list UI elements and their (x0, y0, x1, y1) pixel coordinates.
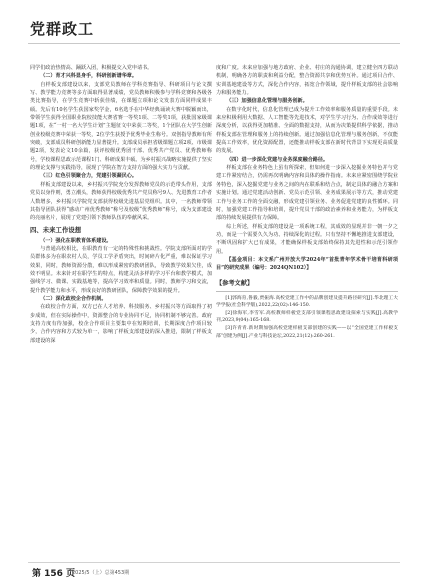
paragraph: 同学们政治热情高、踊跃入团，积极提交入党申请书。 (30, 65, 153, 71)
paragraph: 综上所述，样板支部的建设是一项系统工程，其成效的显现并非一朝一夕之功，而是一个需要久久为功、持续深化的过程。只有坚持不懈地推进支部建设，不断巩固和扩大已有成果，才能确保样板支部始终保持其先进性和示范引领作用。 (216, 223, 398, 255)
issue-info: 2025/5（上）总第453期 (72, 570, 130, 576)
references-divider (216, 291, 398, 292)
section-heading: 四、未来工作设想 (30, 225, 82, 234)
paragraph: 在数字化时代，信息化管理已成为提升工作效率和服务质量的重要手段。未来应积极利用大数据、人工智能等先进技术，对学生学习行为、合作成效等进行深度分析，以获得更加精准、全面的数据支持，从而为决策提供科学依据，推动样板支部在管理和服务上的持续创新。通过加强信息化管理与服务创新，不仅能提高工作效率，优化资源配置，还能推动样板支部在新时代背景下实现更高质量的发展。 (216, 106, 398, 155)
reference-item: [3]许青青.新时期加强高校党建样板支部创建的实践——以“全国党建工作样板支部”创建为例[J].产业与科技论坛,2022,21(12):260-261. (216, 325, 398, 339)
reference-item: [1]郭海育,鲁毅,贾振海.高校党建工作中的品牌创建及提升路径研究[J].华北理工大学学报(社会科学版),2022,22(02):146-150. (216, 295, 398, 309)
page-header (0, 0, 427, 52)
paragraph: 度和广度。未来应加强与地方政府、企业、村庄的沟通协调，建立健全四方联动机制，明确各方的职责和利益分配，整合资源共享和优势互补。通过项目合作、实训基地建设等方式，深化合作内容，拓宽合作领域，提升样板支部的社会影响力和服务能力。 (216, 65, 398, 97)
subheading: （三）加强信息化管理与服务创新。 (226, 98, 308, 105)
subheading: （一）强化在职教育体系建设。 (40, 237, 112, 244)
header-divider (28, 43, 400, 44)
paragraph: 样板支部在业务特色上虽有所探索，但如何进一步深入挖掘业务特色并与党建工作紧密结合，仍需再次明确内容和具体的操作指南。未来应紧密围绕学院业务特色，深入挖掘党建与业务之间的内在联系和结合点，制定具体的融合方案和实施计划。通过党建活动创新、党员示范引领、业务成果展示等方式，推动党建工作与业务工作的全面交融，形成党建引领业务、业务促进党建的良性循环。同时，加强党建工作指导和培训，提升党员干部的政治素养和业务能力，为样板支部的持续发展提供有力保障。 (216, 165, 398, 222)
paragraph: 样板支部建设以来，乡村振兴学院充分发挥教师党员的示范带头作用，支部党员以身作则，勇立潮头，教师获得校级优秀共产党员称号9人、先进教育工作者人数增多，乡村振兴学院党支部获得校级先进基层党组织。其中，一名教师带领其指导团队获得“感动广州优秀教师”称号及校级“优秀教师”称号，成为支部建设的亮丽名片，展现了党建引领下教师队伍的奉献风采。 (30, 181, 212, 222)
reference-item: [2]徐海军,李雪军.高校教师样板党支部引领课程思政建设探索与实践[J].高教学刊,2023,9(04):165-168. (216, 310, 398, 324)
subheading: （二）深化政校企合作机制。 (40, 295, 107, 302)
page-footer (0, 562, 427, 584)
paragraph: 自样板支部建设以来，支部党员教师在学科竞赛指导、科研项目与论文撰写、教学能力竞赛等多方面取得显著成绩，党员教师积极参与学科竞赛和各级各类比赛指导，在学生竞赛中斩获佳绩，在课题立项和论文发表方面同样成果丰硕。先后有10名学生获国家奖学金，6名选手在中华经典诵读大赛中脱颖而出，带领学生获得全国职业院校技能大赛省赛一等奖1项、二等奖1项，获批国家级课题1项，在“一村一名大学生计划”主题征文中荣获二等奖，1个团队在大学生创新创业校级竞赛中荣获一等奖，2位学生获授予优秀毕业生称号。双创指导教师有所突破，支部成员科研创新能力显著提升。支部成员承担省级课题立项2项、市级课题2项，发表论文10余篇，获评校级优秀团干部、优秀共产党员、优秀教师称号，学校课程思政示范课程1门、科研成果丰硕。为乡村振兴战略实施提供了坚实的理论支撑与实践指导，展现了学院在智力支持方面的强大实力与贡献。 (30, 81, 212, 172)
section-title: 党群政工 (30, 20, 95, 38)
right-column (216, 64, 398, 340)
references-heading: 【参考文献】 (216, 279, 254, 287)
subheading: （三）红色引领聚合力，党建引领凝民心。 (40, 173, 137, 180)
paragraph: 与普通高校相比，在职教育有一定的特殊性和挑战性。学院支部所面对的学员群体多为在职农村人员，学员工学矛盾突出，时间碎片化严重，难以保证学习效果，同时，教师资源分散，难以形成紧密的教研团队，导致教学效果欠佳，成效不明显。未来针对在职学生的特点，构建灵活多样的学习平台和教学模式，加强线学习、微课、实践基地等，提高学习效率和质量。同时，教师学习和交流，提升教学能力和水平，形成良好的教研团队，保障教学效果的提升。 (30, 245, 212, 294)
left-column (30, 64, 212, 345)
subheading: （四）进一步深化党建与业务深度融合路径。 (226, 156, 329, 163)
paragraph: 在政校合作方面，双方已在人才培养、科技服务、乡村振兴等方面取得了初步成效，但在实际操作中，资源整合的专业协同不足，协同机制不够完善。政府支持力度有待加强，校企合作项目主要集中在短期培训，长期深度合作项目较少，合作内容和方式较为单一，影响了样板支部建设的深入推进，限制了样板支部建设的深 (30, 304, 212, 344)
footer-divider (28, 562, 400, 563)
subheading: （二）育才兴科显身手，科研创新谱华章。 (40, 73, 137, 80)
fund-note: 【基金项目：本文系广州开放大学2024年“首批青年学术骨干培育科研项目”的研究成果（编号：2024QN102）】 (216, 256, 398, 272)
page-number: 第 156 页 (32, 569, 76, 579)
